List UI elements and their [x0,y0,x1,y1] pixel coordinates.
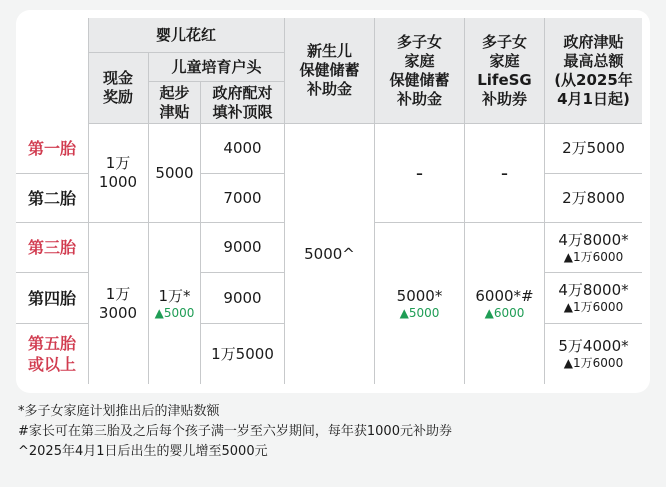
header-lfm-line2: 家庭 [404,51,435,70]
grid-line [284,18,285,384]
total-second-value: 2万8000 [562,188,625,207]
total-fourth [545,273,642,323]
grid-line [16,272,88,273]
grid-line [544,323,642,324]
total-third-value: 4万8000* [558,230,629,249]
header-medisave-line3: 补助金 [306,80,352,98]
header-lifesg-line4: 补助券 [481,89,527,108]
header-total-line2: 最高总额 [563,51,624,70]
first-step-1-2-value: 5000 [155,163,194,182]
grid-line [544,272,642,273]
header-govt-match [201,82,284,123]
lifesg-3-plus-value: 6000*# [475,286,534,305]
lf-medisave-1-2-value: - [415,160,424,185]
total-fifth-value: 5万4000* [558,337,629,355]
medisave-grant-all [285,124,374,384]
match-second-value: 7000 [223,188,262,207]
header-cash [88,53,148,123]
footnotes [18,402,648,462]
grid-line [16,323,88,324]
grid-line [200,323,284,324]
header-baby-bonus-label: 婴儿花红 [155,25,216,44]
grid-line [200,173,284,174]
benefits-table [16,10,650,393]
total-third [545,223,642,272]
first-step-births-1-2 [149,124,200,222]
row-label-third-text: 第三胎 [27,238,76,257]
grid-line [148,81,284,82]
lifesg-births-1-2 [465,124,544,222]
header-medisave-grant [285,18,374,123]
lf-medisave-births-3-plus [375,223,464,384]
grid-line [544,173,642,174]
header-govt-match-line2: 填补顶限 [212,102,273,121]
total-fifth [545,324,642,384]
cash-births-3-plus [88,223,148,384]
row-label-fourth-text: 第四胎 [27,288,76,308]
lifesg-increase-badge: ▲6000 [484,305,525,320]
cash-3-plus-line1: 1万 [105,284,131,303]
header-lfm-line3: 保健储蓄 [389,70,450,89]
header-lifesg [465,18,544,123]
header-lifesg-line1: 多子女 [481,32,527,51]
row-label-third [16,223,88,272]
match-second [201,174,284,222]
header-lfm-line4: 补助金 [396,89,442,108]
cash-1-2-line1: 1万 [105,154,131,172]
header-cda [149,53,284,81]
header-total-line3: (从2025年 [554,70,633,89]
match-first [201,124,284,173]
grid-line [148,53,149,384]
cash-births-1-2 [88,124,148,222]
grid-line [374,222,642,223]
header-lfm-line1: 多子女 [396,32,442,51]
total-third-increase: ▲1万6000 [563,249,624,264]
medisave-grant-value: 5000^ [304,244,355,263]
header-cda-label: 儿童培育户头 [171,57,262,76]
row-label-first-text: 第一胎 [27,139,76,158]
grid-line [88,18,89,384]
cash-1-2-line2: 1000 [98,173,138,191]
total-fourth-value: 4万8000* [558,281,629,299]
header-cash-line2: 奖励 [102,88,133,106]
row-label-fourth [16,273,88,323]
first-step-3-plus-value: 1万* [158,286,191,305]
lifesg-births-3-plus [465,223,544,384]
grid-line [200,272,284,273]
grid-line [374,18,375,384]
match-first-value: 4000 [223,139,262,157]
match-fourth-value: 9000 [223,288,262,307]
header-total [545,18,642,123]
grid-line [544,18,545,384]
header-total-line1: 政府津贴 [563,32,624,51]
grid-line [464,18,465,384]
total-first-value: 2万5000 [562,139,625,157]
row-label-second-text: 第二胎 [27,188,76,208]
lf-medisave-3-plus-value: 5000* [396,286,443,305]
lf-medisave-births-1-2 [375,124,464,222]
header-lifesg-line3: LifeSG [477,70,532,89]
grid-line [200,82,201,384]
lifesg-1-2-value: - [500,160,509,185]
row-label-second [16,174,88,222]
grid-line [88,123,642,124]
match-fourth [201,273,284,323]
header-govt-match-line1: 政府配对 [212,83,273,102]
header-first-step-line1: 起步 [159,83,190,102]
row-label-first [16,124,88,173]
header-lifesg-line2: 家庭 [489,51,520,70]
match-third [201,223,284,272]
footnote-asterisk: *多子女家庭计划推出后的津贴数额 [18,404,220,419]
row-label-fifth-line2: 或以上 [27,355,76,374]
cash-3-plus-line2: 3000 [98,303,138,322]
match-third-value: 9000 [223,238,262,256]
lf-medisave-increase-badge: ▲5000 [399,305,440,320]
header-first-step-line2: 津贴 [159,102,190,121]
header-first-step [149,82,200,123]
footnote-hash: #家长可在第三胎及之后每个孩子满一岁至六岁期间，每年获1000元补助券 [18,424,452,439]
footnote-caret: ^2025年4月1日后出生的婴儿增至5000元 [18,444,268,459]
row-label-fifth [16,324,88,384]
total-second [545,174,642,222]
grid-line [88,52,284,53]
total-first [545,124,642,173]
header-medisave-line2: 保健储蓄 [299,61,360,79]
row-label-fifth-line1: 第五胎 [27,334,76,353]
total-fifth-increase: ▲1万6000 [563,356,624,370]
grid-line [16,173,88,174]
grid-line [16,222,284,223]
header-cash-line1: 现金 [102,69,133,87]
match-fifth [201,324,284,384]
first-step-births-3-plus [149,223,200,384]
first-step-increase-badge: ▲5000 [154,305,195,320]
header-baby-bonus [88,18,284,52]
match-fifth-value: 1万5000 [211,344,274,363]
header-large-family-medisave [375,18,464,123]
total-fourth-increase: ▲1万6000 [563,300,624,314]
header-medisave-line1: 新生儿 [306,42,352,60]
header-total-line4: 4月1日起) [557,89,630,108]
